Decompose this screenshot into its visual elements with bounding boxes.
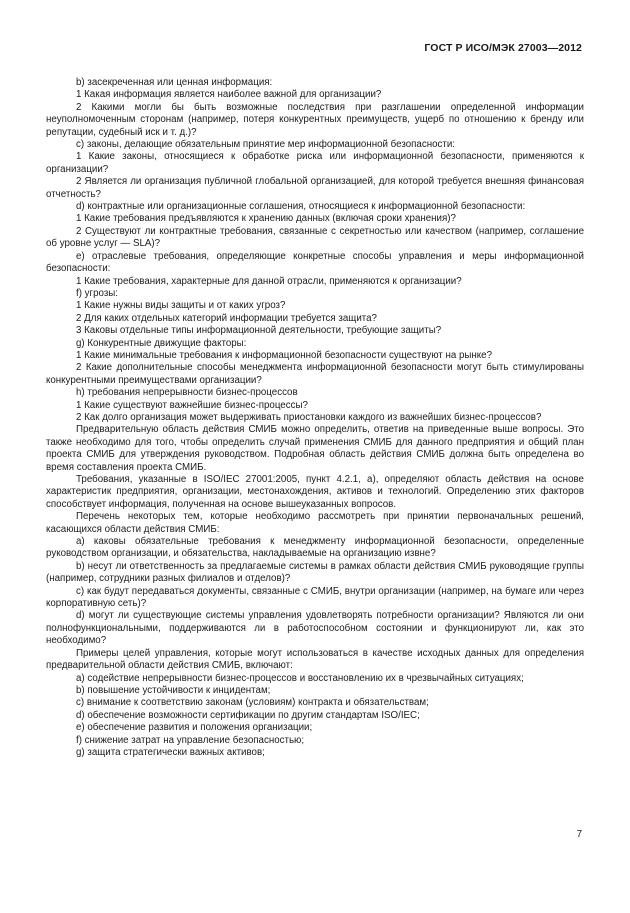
paragraph: c) как будут передаваться документы, связанные с СМИБ, внутри организации (например, на бумаге или через корпоративную сеть)?	[46, 585, 584, 610]
paragraph: 2 Существуют ли контрактные требования, связанные с секретностью или качеством (например, соглашение об уровне услуг — SLA)?	[46, 225, 584, 250]
paragraph: 1 Какие минимальные требования к информационной безопасности существуют на рынке?	[76, 349, 493, 361]
paragraph: f) снижение затрат на управление безопасностью;	[76, 734, 305, 746]
page-number: 7	[576, 829, 582, 840]
paragraph: c) законы, делающие обязательным принятие мер информационной безопасности:	[76, 139, 456, 151]
paragraph: b) несут ли ответственность за предлагаемые системы в рамках области действия СМИБ руководящие группы (например, сотрудники разных филиалов и отделов)?	[46, 560, 584, 585]
paragraph: Примеры целей управления, которые могут использоваться в качестве исходных данных для определения предварительной области действия СМИБ, включают:	[46, 647, 584, 672]
paragraph: h) требования непрерывности бизнес-процессов	[76, 387, 298, 399]
paragraph: g) защита стратегически важных активов;	[76, 746, 265, 758]
paragraph: c) внимание к соответствию законам (условиям) контракта и обязательствам;	[76, 697, 429, 709]
paragraph: Требования, указанные в ISO/IEC 27001:2005, пункт 4.2.1, а), определяют область действия на основе характеристик предприятия, организации, местонахождения, активов и технологий. Определению этих факторов способствует информация, полученная на основе вышеуказанных вопросов.	[46, 474, 584, 510]
paragraph: 2 Является ли организация публичной глобальной организацией, для которой требуется внешняя финансовая отчетность?	[46, 176, 584, 200]
paragraph: a) каковы обязательные требования к менеджменту информационной безопасности, определенные руководством организации, и обязательства, накладываемые на организацию извне?	[46, 536, 584, 560]
paragraph: d) обеспечение возможности сертификации по другим стандартам ISO/IEC;	[76, 709, 420, 721]
paragraph: 1 Какие требования, характерные для данной отрасли, применяются к организации?	[76, 275, 462, 287]
paragraph: 2 Как долго организация может выдерживать приостановки каждого из важнейших бизнес-процессов?	[76, 411, 542, 423]
paragraph: b) повышение устойчивости к инцидентам;	[76, 684, 271, 696]
paragraph: g) Конкурентные движущие факторы:	[76, 337, 247, 349]
paragraph: 3 Каковы отдельные типы информационной деятельности, требующие защиты?	[76, 325, 442, 337]
paragraph: 1 Какие требования предъявляются к хранению данных (включая сроки хранения)?	[76, 213, 456, 225]
paragraph: e) отраслевые требования, определяющие конкретные способы управления и меры информационной безопасности:	[46, 250, 584, 275]
paragraph: 1 Какие законы, относящиеся к обработке риска или информационной безопасности, применяются к организации?	[46, 151, 584, 175]
paragraph: 2 Какими могли бы быть возможные последствия при разглашении определенной информации неуполномоченным сторонам (например, потеря конкурентных преимуществ, ущерб по отношению к бренду или репутации, судебный иск и т. д.)?	[46, 101, 584, 138]
paragraph: 1 Какие нужны виды защиты и от каких угроз?	[76, 300, 286, 312]
paragraph: 2 Для каких отдельных категорий информации требуется защита?	[76, 312, 377, 324]
paragraph: e) обеспечение развития и положения организации;	[76, 722, 313, 734]
paragraph: f) угрозы:	[76, 287, 119, 299]
paragraph: a) содействие непрерывности бизнес-процессов и восстановлению их в чрезвычайных ситуациях;	[76, 672, 524, 684]
paragraph: b) засекреченная или ценная информация:	[76, 77, 273, 88]
document-body	[46, 77, 584, 759]
paragraph: 1 Какая информация является наиболее важной для организации?	[76, 89, 382, 101]
paragraph: d) контрактные или организационные соглашения, относящиеся к информационной безопасности:	[76, 201, 526, 213]
paragraph: Предварительную область действия СМИБ можно определить, ответив на приведенные выше вопросы. Это также необходимо для того, чтобы определить случай применения СМИБ для данного предприятия и общий план проекта СМИБ для утверждения руководством. Подробная область действия СМИБ должна быть определена во время составления проекта СМИБ.	[46, 424, 584, 473]
document-header: ГОСТ Р ИСО/МЭК 27003—2012	[424, 42, 582, 54]
paragraph: Перечень некоторых тем, которые необходимо рассмотреть при принятии первоначальных решений, касающихся области действия СМИБ:	[46, 511, 584, 535]
paragraph: 2 Какие дополнительные способы менеджмента информационной безопасности могут быть стимулированы конкурентными преимуществами организации?	[46, 362, 584, 386]
paragraph: d) могут ли существующие системы управления удовлетворять потребности организации? Являются ли они полнофункциональными, поддерживаются ли в работоспособном состоянии и функционируют ли, как это необходимо?	[46, 610, 584, 647]
paragraph: 1 Какие существуют важнейшие бизнес-процессы?	[76, 399, 308, 411]
